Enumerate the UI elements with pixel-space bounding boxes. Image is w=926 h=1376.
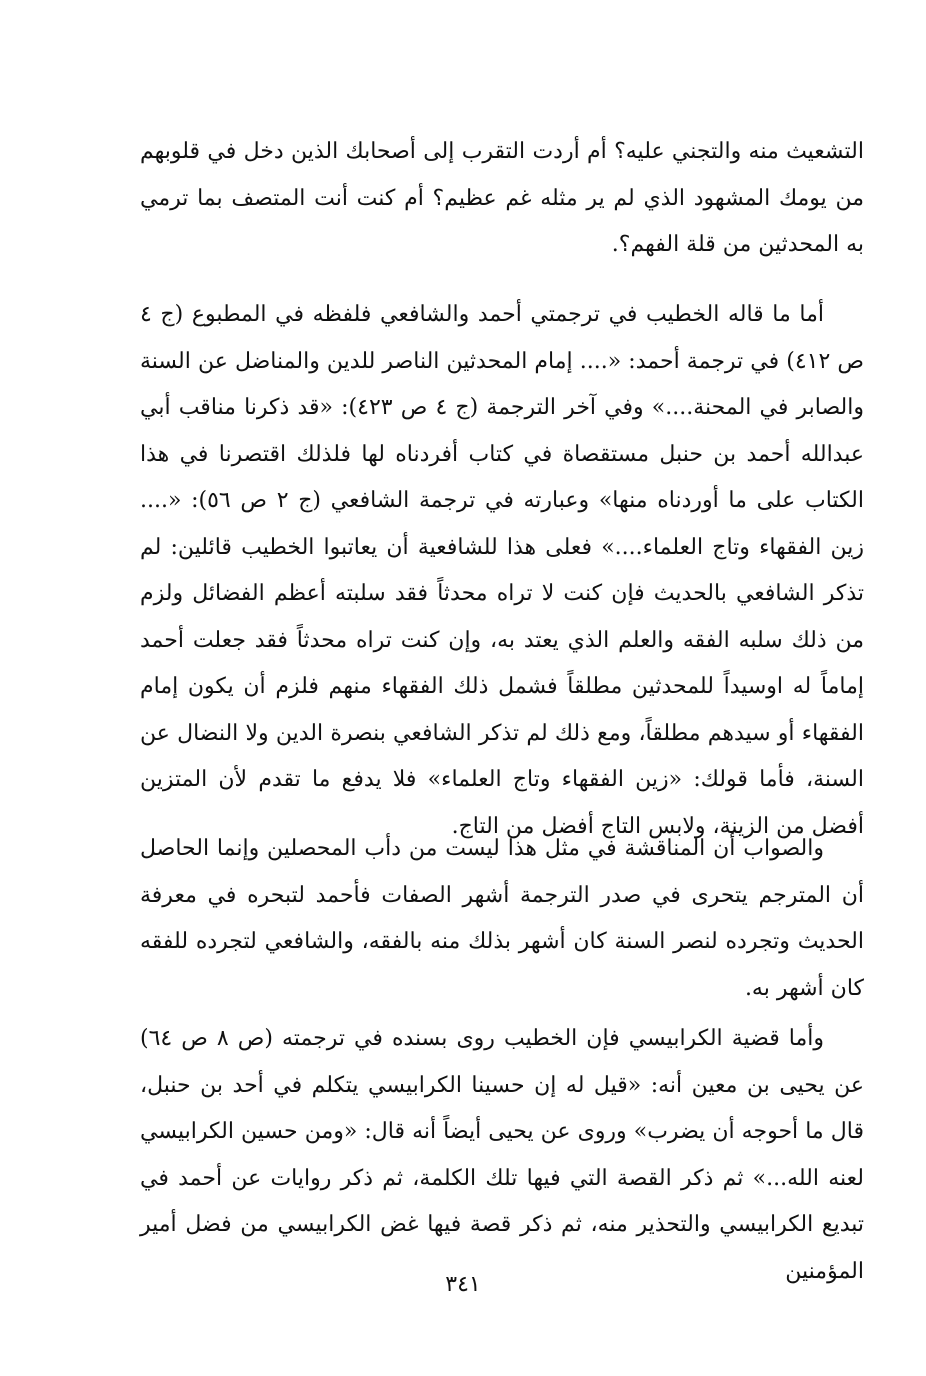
text-block [140,292,864,850]
paragraph-karabisi: وأما قضية الكرابيسي فإن الخطيب روى بسنده في ترجمته (ص ٨ ص ٦٤) عن يحيى بن معين أنه: «قيل له إن حسينا الكرابيسي يتكلم في أحد بن حنبل، قال ما أحوجه أن يضرب» وروى عن يحيى أيضاً أنه قال: «ومن حسين الكرابيسي لعنه الله...» ثم ذكر القصة التي فيها تلك الكلمة، ثم ذكر روايات عن أحمد في تبديع الكرابيسي والتحذير منه، ثم ذكر قصة فيها غض الكرابيسي من فضل أمير المؤمنين [140,1026,864,1284]
text-block [140,129,864,269]
text-block [140,826,864,1012]
paragraph-continuation: التشعيث منه والتجني عليه؟ أم أردت التقرب إلى أصحابك الذين دخل في قلوبهم من يومك المشهود الذي لم ير مثله غم عظيم؟ أم كنت أنت المتصف بما ترمي به المحدثين من قلة الفهم؟. [140,139,864,257]
page-number: ٣٤١ [445,1272,481,1297]
paragraph-sawab: والصواب أن المناقشة في مثل هذا ليست من دأب المحصلين وإنما الحاصل أن المترجم يتحرى في صدر الترجمة أشهر الصفات فأحمد لتبحره في معرفة الحديث وتجرده لنصر السنة كان أشهر بذلك منه بالفقه، والشافعي لتجرده للفقه كان أشهر به. [140,836,864,1001]
paragraph-khatib-tarjama: أما ما قاله الخطيب في ترجمتي أحمد والشافعي فلفظه في المطبوع (ج ٤ ص ٤١٢) في ترجمة أحمد: «.... إمام المحدثين الناصر للدين والمناضل عن السنة والصابر في المحنة....» وفي آخر الترجمة (ج ٤ ص ٤٢٣): «قد ذكرنا مناقب أبي عبدالله أحمد بن حنبل مستقصاة في كتاب أفردناه لها فلذلك اقتصرنا في هذا الكتاب على ما أوردناه منها» وعبارته في ترجمة الشافعي (ج ٢ ص ٥٦): «.... زين الفقهاء وتاج العلماء....» فعلى هذا للشافعية أن يعاتبوا الخطيب قائلين: لم تذكر الشافعي بالحديث فإن كنت لا تراه محدثاً فقد سلبته أعظم الفضائل ولزم من ذلك سلبه الفقه والعلم الذي يعتد به، وإن كنت تراه محدثاً فقد جعلت أحمد إماماً له اوسيداً للمحدثين مطلقاً فشمل ذلك الفقهاء منهم فلزم أن يكون إمام الفقهاء أو سيدهم مطلقاً، ومع ذلك لم تذكر الشافعي بنصرة الدين ولا النضال عن السنة، فأما قولك: «زين الفقهاء وتاج العلماء» فلا يدفع ما تقدم لأن المتزين أفضل من الزينة، ولابس التاج أفضل من التاج. [140,302,865,839]
text-block [140,1016,864,1295]
